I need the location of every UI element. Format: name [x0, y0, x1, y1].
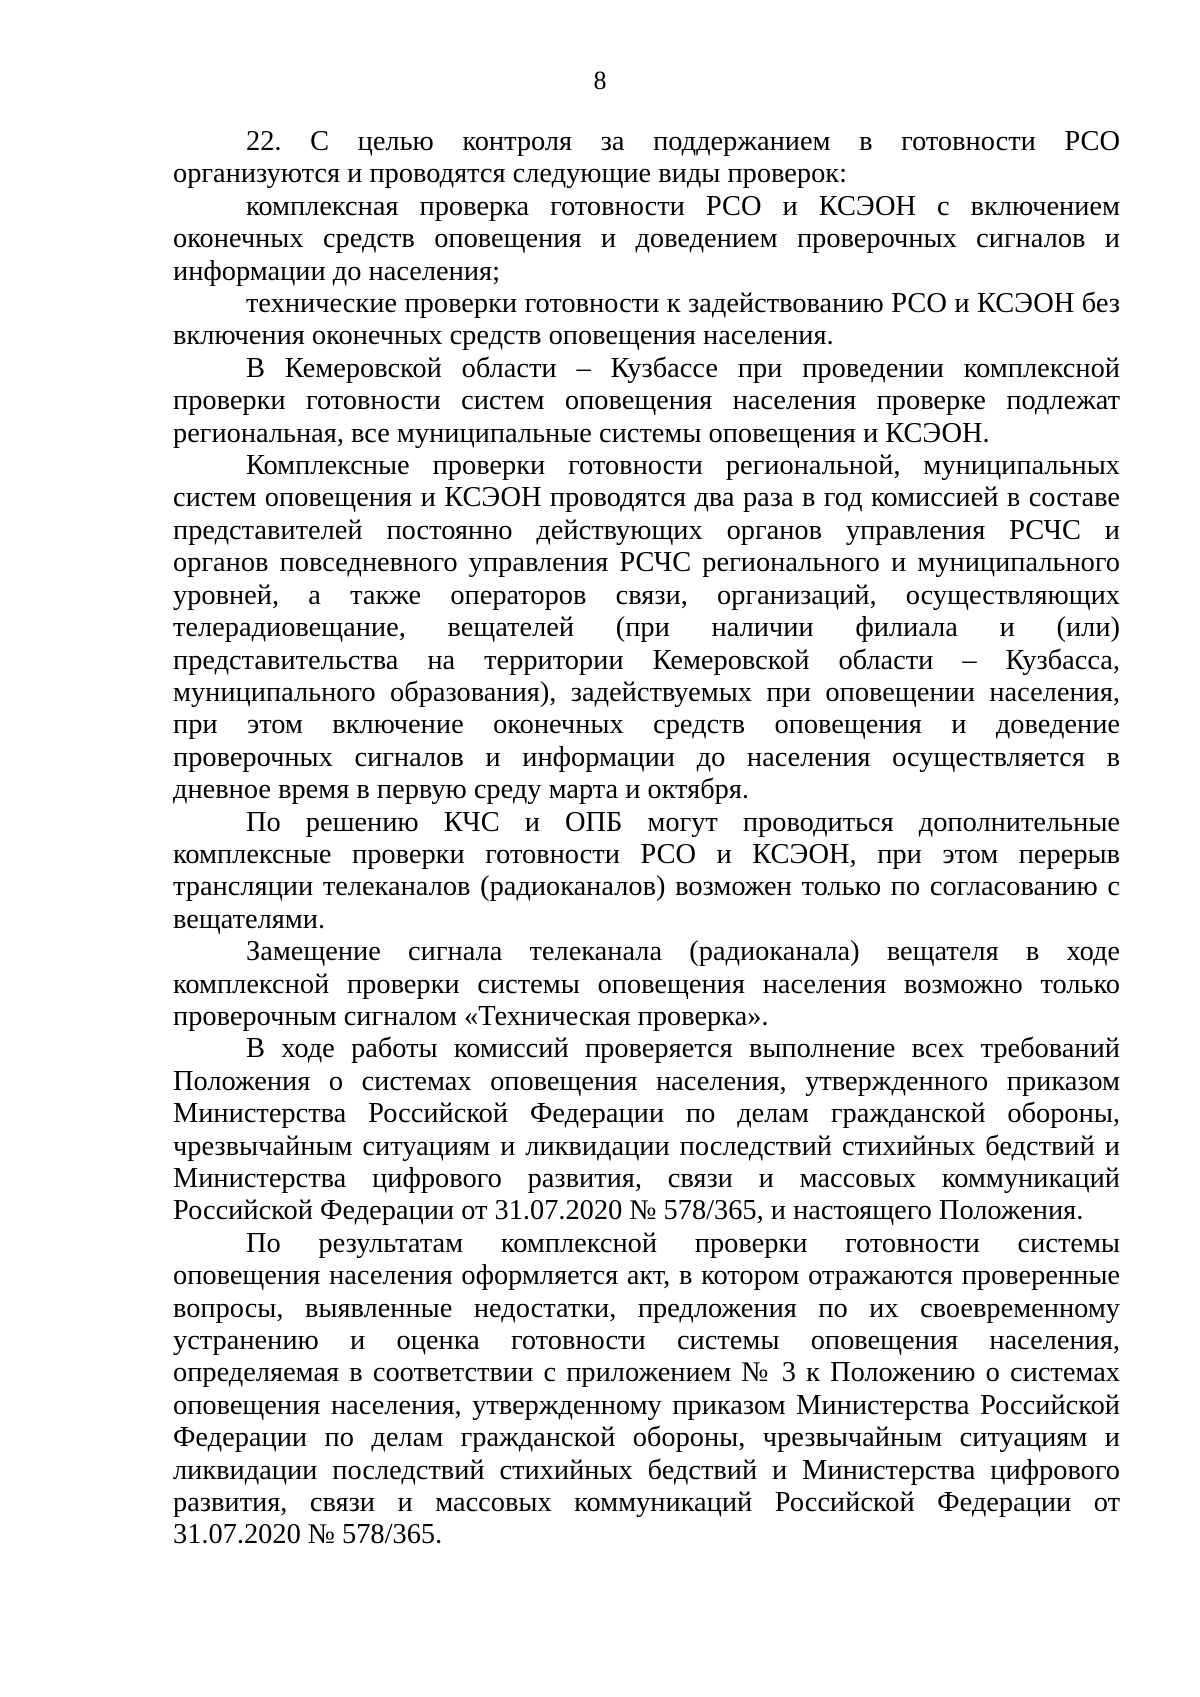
paragraph-technical-check: технические проверки готовности к задействованию РСО и КСЭОН без включения оконечных средств оповещения населения.: [173, 288, 1120, 352]
paragraph-commission-requirements: В ходе работы комиссий проверяется выполнение всех требований Положения о системах оповещения населения, утвержденного приказом Министерства Российской Федерации по делам гражданской обороны, чрезвычайным ситуациям и ликвидации последствий стихийных бедствий и Министерства цифрового развития, связи и массовых коммуникаций Российской Федерации от 31.07.2020 № 578/365, и настоящего Положения.: [173, 1033, 1120, 1227]
paragraph-checks-intro: 22. С целью контроля за поддержанием в готовности РСО организуются и проводятся следующие виды проверок:: [173, 126, 1120, 190]
document-body: [173, 126, 1120, 1552]
paragraph-results-act: По результатам комплексной проверки готовности системы оповещения населения оформляется акт, в котором отражаются проверенные вопросы, выявленные недостатки, предложения по их своевременному устранению и оценка готовности системы оповещения населения, определяемая в соответствии с приложением № 3 к Положению о системах оповещения населения, утвержденному приказом Министерства Российской Федерации по делам гражданской обороны, чрезвычайным ситуациям и ликвидации последствий стихийных бедствий и Министерства цифрового развития, связи и массовых коммуникаций Российской Федерации от 31.07.2020 № 578/365.: [173, 1227, 1120, 1551]
page-number: 8: [593, 66, 607, 95]
paragraph-commission-schedule: Комплексные проверки готовности региональной, муниципальных систем оповещения и КСЭОН проводятся два раза в год комиссией в составе представителей постоянно действующих органов управления РСЧС и органов повседневного управления РСЧС регионального и муниципального уровней, а также операторов связи, организаций, осуществляющих телерадиовещание, вещателей (при наличии филиала и (или) представительства на территории Кемеровской области – Кузбасса, муниципального образования), задействуемых при оповещении населения, при этом включение оконечных средств оповещения и доведение проверочных сигналов и информации до населения осуществляется в дневное время в первую среду марта и октября.: [173, 450, 1120, 806]
paragraph-signal-replacement: Замещение сигнала телеканала (радиоканала) вещателя в ходе комплексной проверки системы оповещения населения возможно только проверочным сигналом «Техническая проверка».: [173, 936, 1120, 1032]
paragraph-complex-check: комплексная проверка готовности РСО и КСЭОН с включением оконечных средств оповещения и доведением проверочных сигналов и информации до населения;: [173, 190, 1120, 287]
paragraph-kuzbass-scope: В Кемеровской области – Кузбассе при проведении комплексной проверки готовности систем оповещения населения проверке подлежат региональная, все муниципальные системы оповещения и КСЭОН.: [173, 352, 1120, 449]
paragraph-additional-checks: По решению КЧС и ОПБ могут проводиться дополнительные комплексные проверки готовности РСО и КСЭОН, при этом перерыв трансляции телеканалов (радиоканалов) возможен только по согласованию с вещателями.: [173, 806, 1120, 935]
